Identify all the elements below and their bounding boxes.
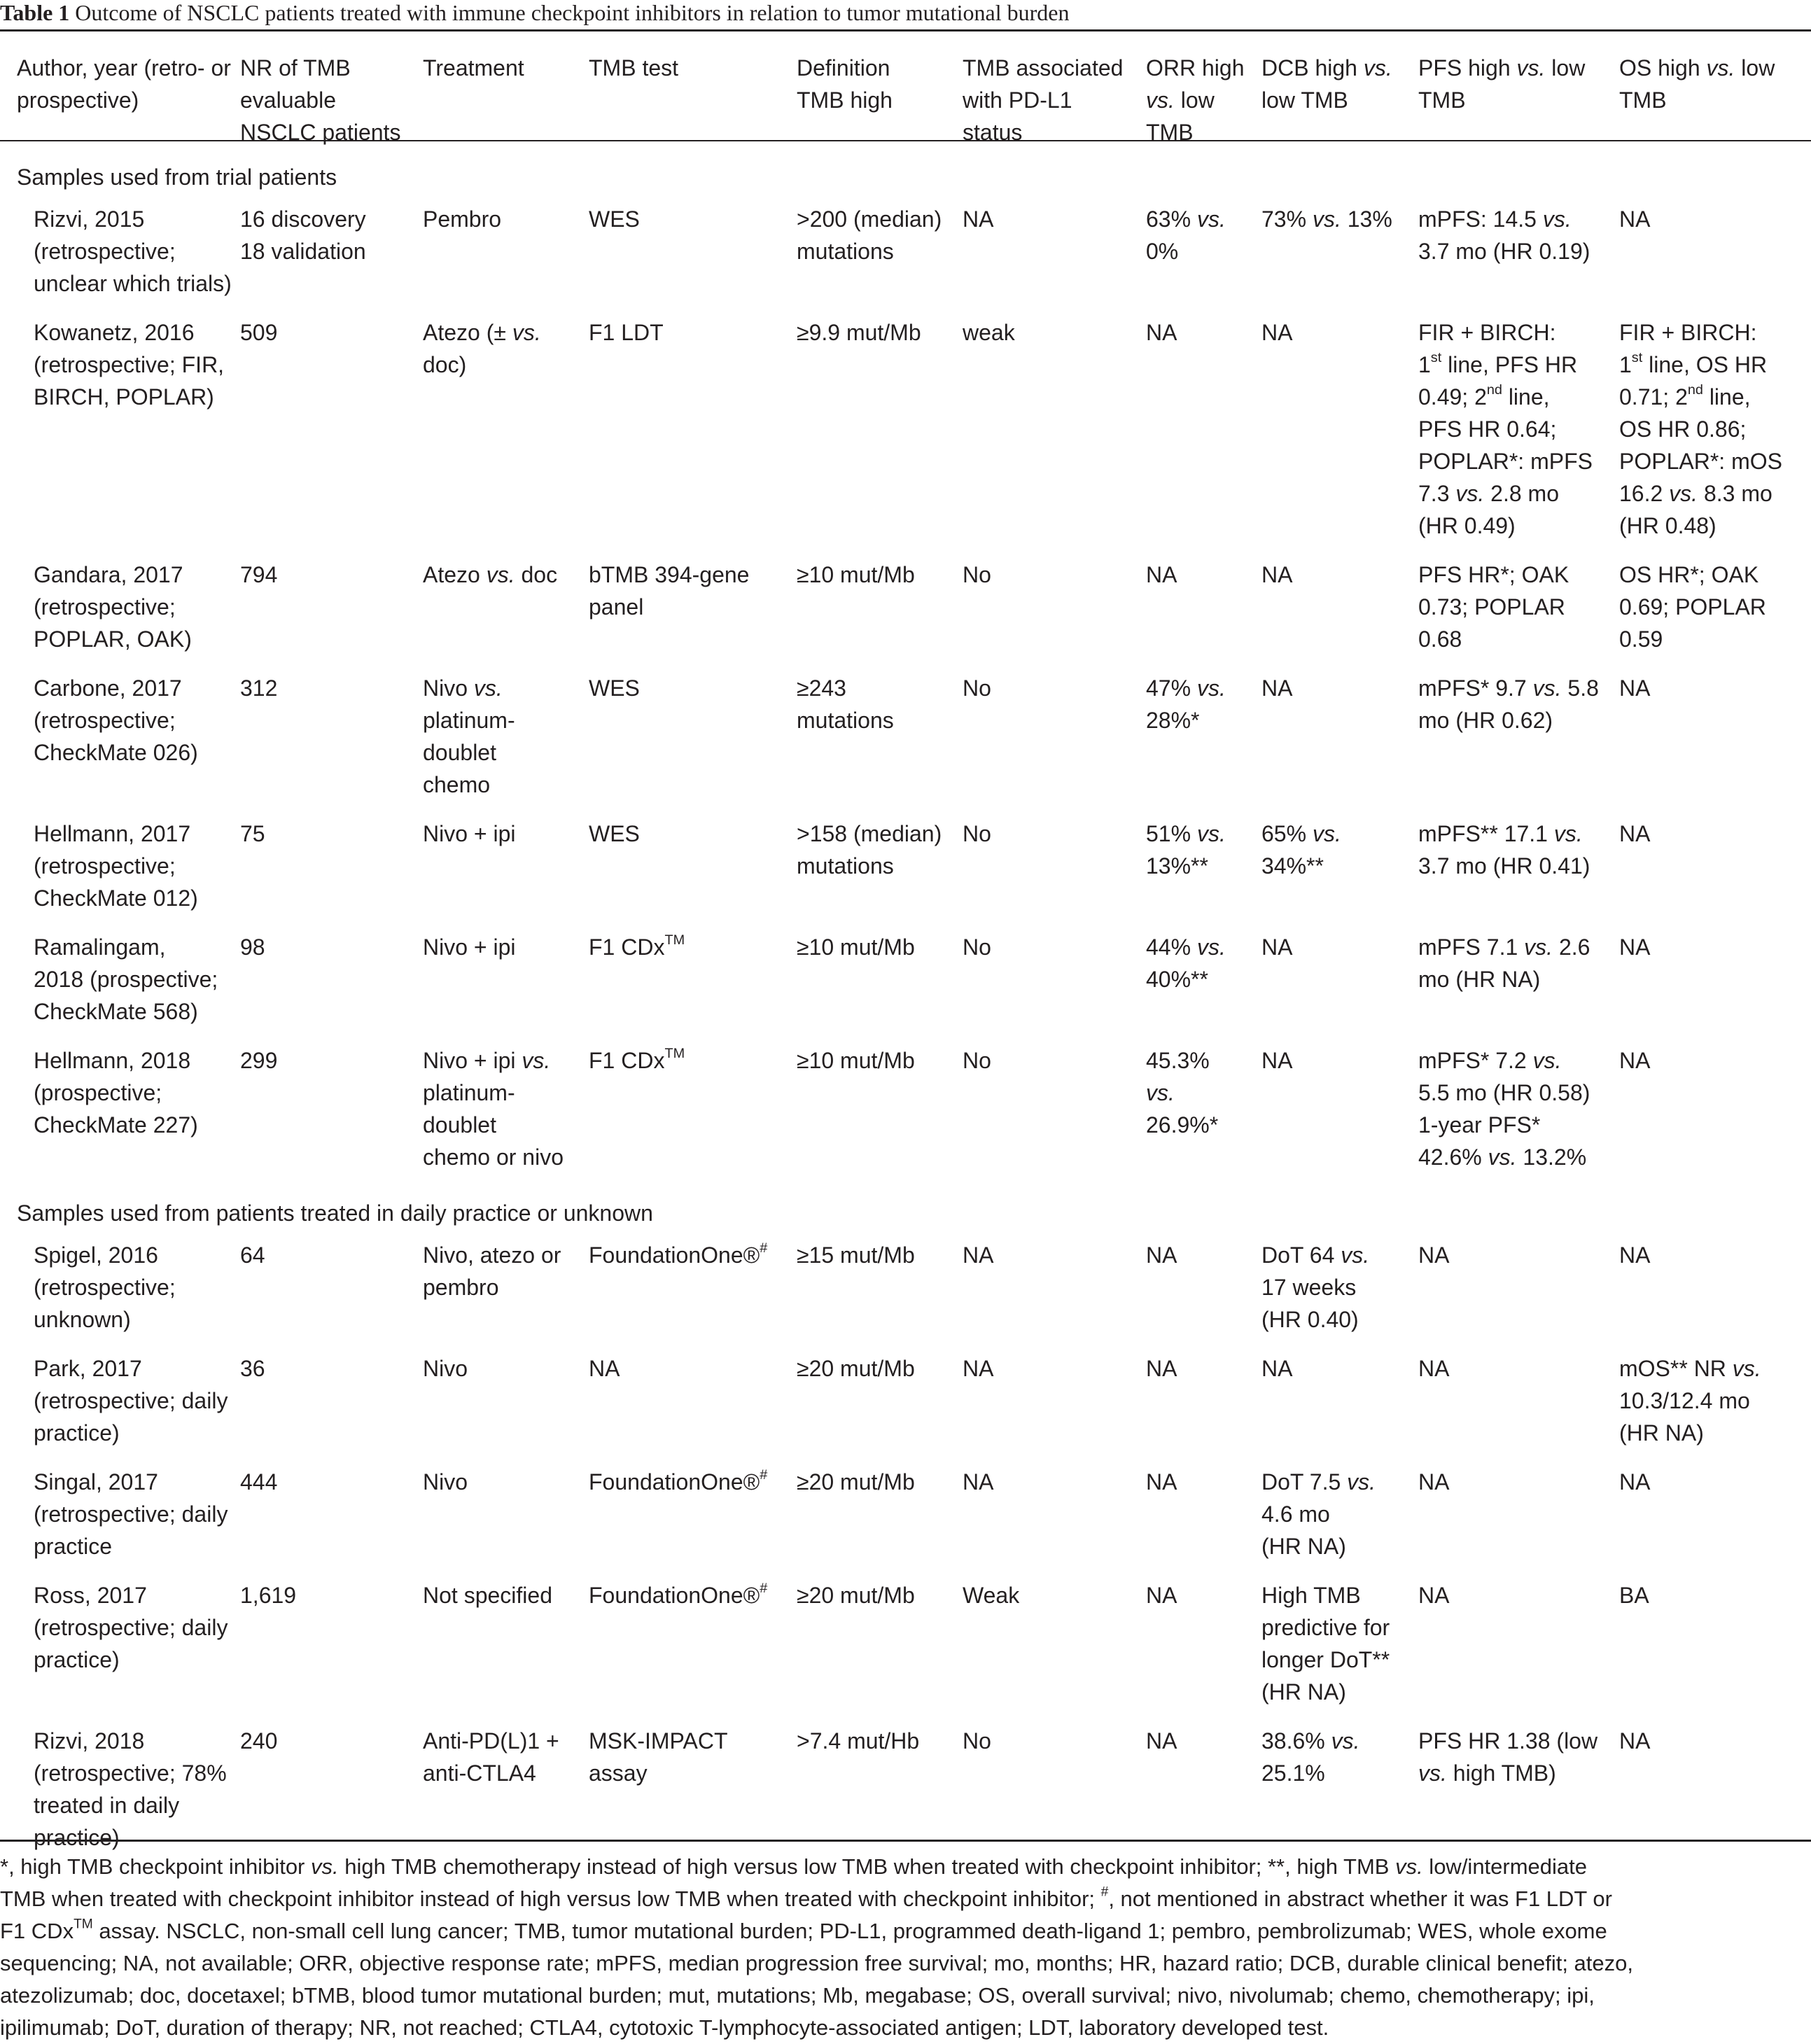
table-row — [0, 316, 1811, 559]
table-cell: DoT 7.5 vs. 4.6 mo (HR NA) — [1261, 1469, 1376, 1559]
section-title: Samples used from patients treated in daily practice or unknown — [17, 1200, 653, 1226]
column-header: ORR high vs. low TMB — [1146, 55, 1245, 145]
table-row — [0, 1725, 1811, 1870]
table-cell: No — [963, 1048, 991, 1073]
table-cell: 63% vs. 0% — [1146, 206, 1226, 264]
table-cell: FIR + BIRCH: 1st line, PFS HR 0.49; 2nd line, PFS HR 0.64; POPLAR*: mPFS 7.3 vs. 2.8 mo (HR 0.49) — [1418, 320, 1593, 538]
table-cell: 312 — [240, 676, 278, 701]
table-cell: mOS** NR vs. 10.3/12.4 mo (HR NA) — [1619, 1356, 1761, 1446]
table-cell: ≥243 mutations — [797, 676, 894, 733]
table-cell: No — [963, 562, 991, 587]
table-cell: 1,619 — [240, 1583, 297, 1608]
table-cell: NA — [963, 206, 994, 232]
table-cell: BA — [1619, 1583, 1649, 1608]
table-cell: Nivo — [423, 1356, 468, 1381]
table-cell: 36 — [240, 1356, 265, 1381]
table-cell: NA — [1146, 1242, 1177, 1268]
table-cell: NA — [1418, 1583, 1450, 1608]
table-cell: NA — [1146, 1469, 1177, 1494]
table-cell: NA — [1418, 1469, 1450, 1494]
table-cell: 16 discovery 18 validation — [240, 206, 366, 264]
table-cell: Spigel, 2016 (retrospective; unknown) — [34, 1242, 176, 1332]
table-cell: No — [963, 821, 991, 846]
table-cell: PFS HR*; OAK 0.73; POPLAR 0.68 — [1418, 562, 1569, 652]
table-cell: ≥20 mut/Mb — [797, 1469, 915, 1494]
table-cell: Pembro — [423, 206, 502, 232]
table-cell: ≥15 mut/Mb — [797, 1242, 915, 1268]
table-cell: OS HR*; OAK 0.69; POPLAR 0.59 — [1619, 562, 1766, 652]
table-cell: WES — [589, 821, 640, 846]
table-cell: Atezo vs. doc — [423, 562, 558, 587]
table-cell: F1 CDx™ — [589, 932, 685, 960]
table-cell: Nivo — [423, 1469, 468, 1494]
table-cell: 73% vs. 13% — [1261, 206, 1392, 232]
table-row — [0, 931, 1811, 1044]
table-cell: NA — [1146, 320, 1177, 345]
header-row — [0, 31, 1811, 154]
table-cell: Kowanetz, 2016 (retrospective; FIR, BIRCH, POPLAR) — [34, 320, 225, 410]
table-cell: ≥10 mut/Mb — [797, 562, 915, 587]
table-cell: FIR + BIRCH: 1st line, OS HR 0.71; 2nd line, OS HR 0.86; POPLAR*: mOS 16.2 vs. 8.3 mo (HR 0.48) — [1619, 320, 1782, 538]
table-cell: NA — [1146, 1728, 1177, 1754]
table-cell: NA — [1619, 1242, 1651, 1268]
table-cell: NA — [1146, 1583, 1177, 1608]
footnote-line: *, high TMB checkpoint inhibitor vs. high TMB chemotherapy instead of high versus low TMB when treated with checkpoint inhibitor; **, high TMB vs. low/intermediate — [0, 1854, 1588, 1879]
footnote-line: atezolizumab; doc, docetaxel; bTMB, blood tumor mutational burden; mut, mutations; Mb, megabase; OS, overall survival; nivo, nivolumab; chemo, chemotherapy; ipi, — [0, 1983, 1595, 2008]
table-cell: Rizvi, 2018 (retrospective; 78% treated in daily practice) — [34, 1728, 227, 1850]
table-cell: Nivo + ipi — [423, 934, 516, 960]
table-cell: 794 — [240, 562, 278, 587]
table-cell: NA — [1146, 1356, 1177, 1381]
table-cell: High TMB predictive for longer DoT** (HR NA) — [1261, 1583, 1390, 1704]
table-cell: NA — [1146, 562, 1177, 587]
table-cell: Hellmann, 2017 (retrospective; CheckMate 012) — [34, 821, 198, 911]
table-cell: 444 — [240, 1469, 278, 1494]
footnote-line: F1 CDx™ assay. NSCLC, non-small cell lung cancer; TMB, tumor mutational burden; PD-L1, programmed death-ligand 1; pembro, pembrolizumab; WES, whole exome — [0, 1917, 1607, 1943]
table-cell: Ramalingam, 2018 (prospective; CheckMate 568) — [34, 934, 218, 1024]
table-row — [0, 1238, 1811, 1352]
table-label: Table 1 — [0, 0, 70, 25]
footnote-line: ipilimumab; DoT, duration of therapy; NR, not reached; CTLA4, cytotoxic T-lymphocyte-associated antigen; LDT, laboratory developed test. — [0, 2015, 1329, 2040]
table-cell: Atezo (± vs. doc) — [423, 320, 541, 377]
table-cell: F1 LDT — [589, 320, 664, 345]
table-cell: 75 — [240, 821, 265, 846]
column-header: PFS high vs. low TMB — [1418, 55, 1586, 113]
table-cell: bTMB 394-gene panel — [589, 562, 750, 620]
footnote-line: sequencing; NA, not available; ORR, objective response rate; mPFS, median progression free survival; mo, months; HR, hazard ratio; DCB, durable clinical benefit; atezo, — [0, 1951, 1633, 1975]
table-cell: No — [963, 934, 991, 960]
column-header: DCB high vs. low TMB — [1261, 55, 1392, 113]
table-caption-text: Outcome of NSCLC patients treated with immune checkpoint inhibitors in relation to tumor mutational burden — [75, 0, 1070, 25]
section-row — [0, 154, 1811, 202]
table-cell: NA — [1261, 1356, 1293, 1381]
table-cell: Carbone, 2017 (retrospective; CheckMate 026) — [34, 676, 198, 765]
table-row — [0, 202, 1811, 316]
table-cell: NA — [1261, 320, 1293, 345]
table-cell: mPFS* 9.7 vs. 5.8 mo (HR 0.62) — [1418, 676, 1599, 733]
column-header: OS high vs. low TMB — [1619, 55, 1775, 113]
table-cell: NA — [963, 1242, 994, 1268]
table-cell: NA — [963, 1469, 994, 1494]
table-cell: No — [963, 1728, 991, 1754]
table-cell: 51% vs. 13%** — [1146, 821, 1226, 878]
table-cell: Hellmann, 2018 (prospective; CheckMate 227) — [34, 1048, 198, 1138]
table-cell: No — [963, 676, 991, 701]
table-cell: >7.4 mut/Hb — [797, 1728, 920, 1754]
table-cell: NA — [1261, 562, 1293, 587]
table-cell: >158 (median) mutations — [797, 821, 942, 878]
table-cell: Gandara, 2017 (retrospective; POPLAR, OAK) — [34, 562, 192, 652]
table-cell: 47% vs. 28%* — [1146, 676, 1226, 733]
table-cell: NA — [1261, 676, 1293, 701]
outcome-table — [0, 31, 1811, 1870]
table-cell: ≥20 mut/Mb — [797, 1356, 915, 1381]
table-cell: NA — [1418, 1242, 1450, 1268]
table-cell: DoT 64 vs. 17 weeks (HR 0.40) — [1261, 1242, 1370, 1332]
column-header: TMB associated with PD-L1 status — [963, 55, 1124, 145]
section-row — [0, 1190, 1811, 1238]
table-caption — [0, 0, 1811, 25]
table-cell: 38.6% vs. 25.1% — [1261, 1728, 1360, 1786]
table-cell: Weak — [963, 1583, 1020, 1608]
column-header: Treatment — [423, 55, 524, 80]
table-cell: NA — [1619, 934, 1651, 960]
table-cell: 98 — [240, 934, 265, 960]
table-cell: Ross, 2017 (retrospective; daily practice) — [34, 1583, 228, 1672]
table-cell: 299 — [240, 1048, 278, 1073]
column-header: NR of TMB evaluable NSCLC patients — [240, 55, 401, 145]
table-row — [0, 818, 1811, 931]
table-row — [0, 1579, 1811, 1725]
table-cell: WES — [589, 676, 640, 701]
table-cell: NA — [1619, 676, 1651, 701]
table-cell: mPFS 7.1 vs. 2.6 mo (HR NA) — [1418, 934, 1590, 992]
table-cell: mPFS* 7.2 vs. 5.5 mo (HR 0.58) 1-year PFS* 42.6% vs. 13.2% — [1418, 1048, 1590, 1170]
table-cell: NA — [1619, 1048, 1651, 1073]
table-cell: mPFS** 17.1 vs. 3.7 mo (HR 0.41) — [1418, 821, 1590, 878]
table-cell: ≥10 mut/Mb — [797, 1048, 915, 1073]
column-header: Author, year (retro- or prospective) — [17, 55, 231, 113]
table-cell: FoundationOne®# — [589, 1467, 768, 1494]
table-cell: NA — [1261, 1048, 1293, 1073]
table-cell: Not specified — [423, 1583, 552, 1608]
table-cell: WES — [589, 206, 640, 232]
table-row — [0, 1352, 1811, 1466]
table-cell: Rizvi, 2015 (retrospective; unclear which trials) — [34, 206, 232, 296]
table-cell: ≥10 mut/Mb — [797, 934, 915, 960]
table-cell: 65% vs. 34%** — [1261, 821, 1341, 878]
table-cell: F1 CDx™ — [589, 1046, 685, 1073]
table-cell: mPFS: 14.5 vs. 3.7 mo (HR 0.19) — [1418, 206, 1590, 264]
column-header: TMB test — [589, 55, 679, 80]
table-cell: 44% vs. 40%** — [1146, 934, 1226, 992]
table-row — [0, 1044, 1811, 1190]
section-title: Samples used from trial patients — [17, 164, 337, 190]
table-cell: NA — [1261, 934, 1293, 960]
table-cell: Nivo, atezo or pembro — [423, 1242, 561, 1300]
table-cell: NA — [1619, 821, 1651, 846]
table-cell: NA — [963, 1356, 994, 1381]
table-cell: Anti-PD(L)1 + anti-CTLA4 — [423, 1728, 559, 1786]
table-cell: 45.3% vs. 26.9%* — [1146, 1048, 1219, 1138]
table-row — [0, 1466, 1811, 1579]
table-cell: MSK-IMPACT assay — [589, 1728, 728, 1786]
table-cell: NA — [1619, 206, 1651, 232]
table-footnote — [0, 1851, 1811, 2044]
table-cell: 509 — [240, 320, 278, 345]
table-row — [0, 559, 1811, 672]
table-cell: ≥20 mut/Mb — [797, 1583, 915, 1608]
table-cell: NA — [589, 1356, 620, 1381]
table-row — [0, 672, 1811, 818]
table-cell: weak — [963, 320, 1015, 345]
table-cell: Nivo + ipi vs. platinum- doublet chemo or nivo — [423, 1048, 564, 1170]
table-cell: NA — [1418, 1356, 1450, 1381]
table-cell: FoundationOne®# — [589, 1240, 768, 1268]
table-cell: FoundationOne®# — [589, 1581, 768, 1608]
column-header: Definition TMB high — [797, 55, 893, 113]
table-cell: NA — [1619, 1728, 1651, 1754]
table-cell: Nivo vs. platinum- doublet chemo — [423, 676, 515, 797]
table-cell: PFS HR 1.38 (low vs. high TMB) — [1418, 1728, 1598, 1786]
footnote-line: TMB when treated with checkpoint inhibitor instead of high versus low TMB when treated with checkpoint inhibitor; #, not mentioned in abstract whether it was F1 LDT or — [0, 1884, 1612, 1911]
table-cell: Park, 2017 (retrospective; daily practice) — [34, 1356, 228, 1446]
table-cell: NA — [1619, 1469, 1651, 1494]
table-cell: 240 — [240, 1728, 278, 1754]
table-cell: Singal, 2017 (retrospective; daily practice — [34, 1469, 228, 1559]
table-cell: 64 — [240, 1242, 265, 1268]
table-cell: Nivo + ipi — [423, 821, 516, 846]
table-cell: ≥9.9 mut/Mb — [797, 320, 921, 345]
table-cell: >200 (median) mutations — [797, 206, 942, 264]
